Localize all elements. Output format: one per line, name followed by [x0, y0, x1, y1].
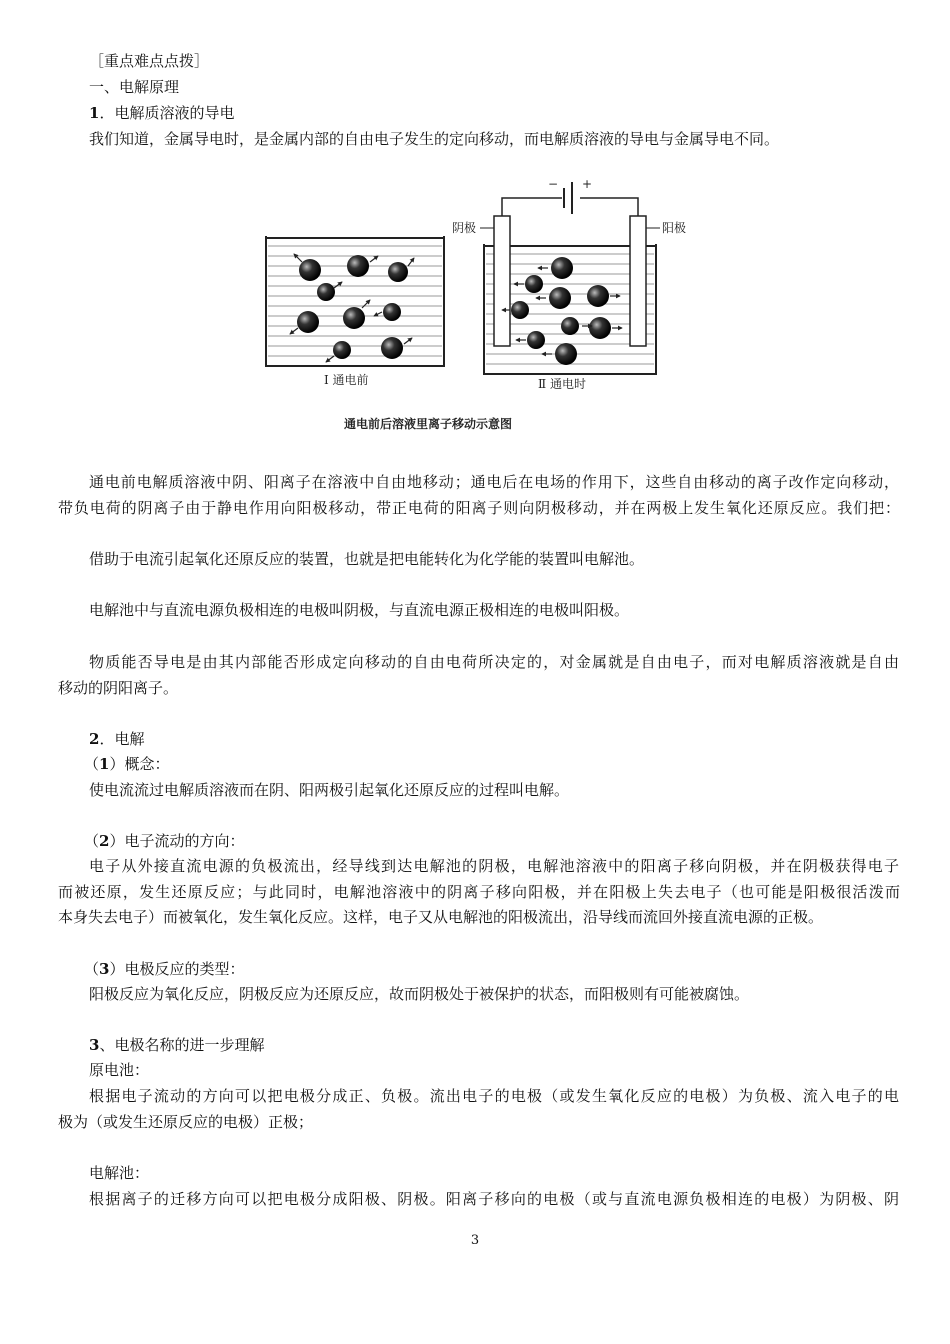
label-galvanic-cell: 原电池： — [89, 1061, 150, 1079]
paren: （ — [84, 755, 100, 773]
anode-label: 阳极 — [662, 221, 687, 235]
paragraph-6-line-1: 电子从外接直流电源的负极流出，经导线到达电解池的阴极，电解池溶液中的阳离子移向阴极，并在阴极获得电子 — [89, 857, 899, 875]
beaker-during — [452, 177, 686, 391]
subheading-number: 3 — [89, 1036, 100, 1054]
paragraph-4-line-1: 物质能否导电是由其内部能否形成定向移动的自由电荷所决定的，对金属就是自由电子，而对电解质溶液就是自由 — [89, 653, 899, 671]
label-electrolytic-cell: 电解池： — [89, 1164, 150, 1182]
ion-movement-figure — [262, 176, 702, 438]
subheading-2-2 — [84, 830, 894, 852]
page-number: 3 — [470, 1233, 480, 1248]
subheading-number: 1 — [99, 755, 110, 773]
section-header: ［重点难点点拨］ — [89, 52, 210, 70]
anode-electrode — [630, 216, 646, 346]
paragraph-7: 阳极反应为氧化反应，阴极反应为还原反应，故而阴极处于被保护的状态，而阳极则有可能被腐蚀。 — [89, 985, 750, 1003]
paragraph-5: 使电流流过电解质溶液而在阴、阳两极引起氧化还原反应的过程叫电解。 — [89, 781, 570, 799]
subheading-title: ．电解质溶液的导电 — [99, 104, 235, 122]
subheading-title: ）电子流动的方向： — [109, 832, 245, 850]
beaker-before — [266, 236, 444, 387]
subheading-title: ．电解 — [99, 730, 145, 748]
subheading-1 — [89, 102, 899, 124]
cathode-label: 阴极 — [452, 221, 477, 235]
panel-2-label: Ⅱ 通电时 — [538, 377, 586, 391]
subheading-number: 3 — [99, 960, 110, 978]
subheading-number: 2 — [99, 832, 110, 850]
subheading-title: ）概念： — [109, 755, 170, 773]
subheading-2-3 — [84, 958, 894, 980]
paragraph-intro: 我们知道，金属导电时，是金属内部的自由电子发生的定向移动，而电解质溶液的导电与金属导电不同。 — [89, 130, 780, 148]
paragraph-9: 根据离子的迁移方向可以把电极分成阳极、阴极。阳离子移向的电极（或与直流电源负极相连的电极）为阴极、阴 — [89, 1190, 899, 1208]
battery-plus-label: + — [582, 177, 593, 191]
heading-1: 一、电解原理 — [89, 78, 180, 96]
paragraph-2: 借助于电流引起氧化还原反应的装置，也就是把电能转化为化学能的装置叫电解池。 — [89, 550, 645, 568]
subheading-title: ）电极反应的类型： — [109, 960, 245, 978]
subheading-2-1 — [84, 753, 894, 775]
paragraph-6-line-3: 本身失去电子）而被氧化，发生氧化反应。这样，电子又从电解池的阳极流出，沿导线而流回外接直流电源的正极。 — [58, 908, 824, 926]
paragraph-4-line-2: 移动的阴阳离子。 — [58, 679, 179, 697]
panel-1-label: Ⅰ 通电前 — [324, 373, 369, 387]
subheading-number: 1 — [89, 104, 100, 122]
paragraph-8-line-2: 极为（或发生还原反应的电极）正极； — [58, 1113, 314, 1131]
paragraph-1-line-1: 通电前电解质溶液中阴、阳离子在溶液中自由地移动；通电后在电场的作用下，这些自由移动的离子改作定向移动， — [89, 473, 899, 491]
figure-caption: 通电前后溶液里离子移动示意图 — [344, 417, 513, 431]
cathode-electrode — [494, 216, 510, 346]
battery-minus-label: − — [548, 177, 559, 191]
paren: （ — [84, 960, 100, 978]
paragraph-6-line-2: 而被还原，发生还原反应；与此同时，电解池溶液中的阴离子移向阳极，并在阳极上失去电子（也可能是阳极很活泼而 — [58, 883, 900, 901]
subheading-title: 、电极名称的进一步理解 — [99, 1036, 265, 1054]
paragraph-8-line-1: 根据电子流动的方向可以把电极分成正、负极。流出电子的电极（或发生氧化反应的电极）为负极、流入电子的电 — [89, 1087, 899, 1105]
subheading-2 — [89, 728, 899, 750]
paragraph-3: 电解池中与直流电源负极相连的电极叫阴极，与直流电源正极相连的电极叫阳极。 — [89, 601, 630, 619]
subheading-3 — [89, 1034, 899, 1056]
subheading-number: 2 — [89, 730, 100, 748]
paren: （ — [84, 832, 100, 850]
paragraph-1-line-2: 带负电荷的阴离子由于静电作用向阳极移动，带正电荷的阳离子则向阴极移动，并在两极上发生氧化还原反应。我们把： — [58, 499, 900, 517]
